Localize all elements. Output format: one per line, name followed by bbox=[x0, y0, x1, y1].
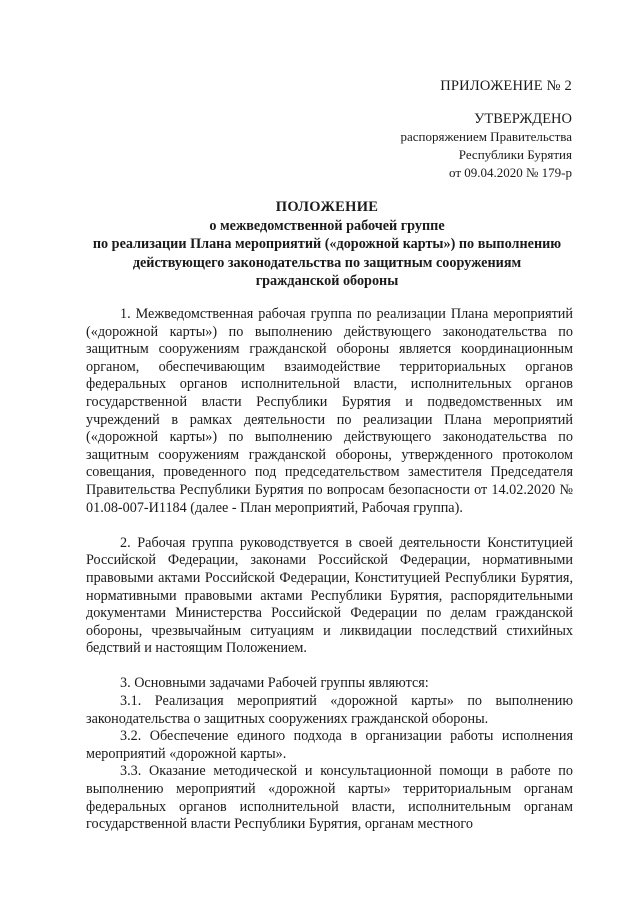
paragraph-3: 3. Основными задачами Рабочей группы являются: bbox=[120, 675, 429, 692]
document-title bbox=[80, 198, 574, 291]
title-line-4: гражданской обороны bbox=[255, 273, 399, 289]
title-line-2: по реализации Плана мероприятий («дорожной карты») по выполнению bbox=[92, 236, 562, 252]
paragraph-spacer bbox=[86, 517, 573, 535]
paragraph-1: 1. Межведомственная рабочая группа по реализации Плана мероприятий («дорожной карты») по выполнению действующего законодательства по защитным сооружениям гражданской обороны является координационным органом, обеспечивающим взаимодействие территориальных органов федеральных органов исполнительной власти, исполнительных органов государственной власти Республики Бурятия и подведомственных им учреждений в рамках деятельности по реализации Плана мероприятий («дорожной карты») по выполнению действующего законодательства по защитным сооружениям гражданской обороны, утвержденного протоколом совещания, проведенного под председательством заместителя Председателя Правительства Республики Бурятия по вопросам безопасности от 14.02.2020 № 01.08-007-И1184 (далее - План мероприятий, Рабочая группа). bbox=[86, 306, 573, 516]
paragraph-3-2: 3.2. Обеспечение единого подхода в организации работы исполнения мероприятий «дорожной карты». bbox=[86, 728, 573, 762]
title-line-3: действующего законодательства по защитным сооружениям bbox=[132, 254, 522, 271]
paragraph-spacer bbox=[86, 658, 573, 676]
approved-by-line-2: Республики Бурятия bbox=[458, 147, 572, 162]
approved-date: от 09.04.2020 № 179-р bbox=[449, 165, 572, 180]
approved-title: УТВЕРЖДЕНО bbox=[474, 111, 572, 127]
approved-by-line-1: распоряжением Правительства bbox=[400, 129, 572, 144]
title-main: ПОЛОЖЕНИЕ bbox=[275, 199, 379, 215]
appendix-label: ПРИЛОЖЕНИЕ № 2 bbox=[440, 78, 572, 94]
paragraph-3-3: 3.3. Оказание методической и консультационной помощи в работе по выполнению мероприятий «дорожной карты» территориальным органам федеральных органов исполнительной власти, исполнительным органам государственной власти Республики Бурятия, органам местного bbox=[86, 763, 573, 833]
title-line-1: о межведомственной рабочей группе bbox=[209, 217, 445, 234]
document-body bbox=[86, 306, 573, 834]
approval-block bbox=[400, 110, 572, 182]
paragraph-2: 2. Рабочая группа руководствуется в своей деятельности Конституцией Российской Федерации, законами Российской Федерации, нормативными правовыми актами Российской Федерации, Конституцией Республики Бурятия, нормативными правовыми актами Республики Бурятия, распорядительными документами Министерства Российской Федерации по делам гражданской обороны, чрезвычайным ситуациям и ликвидации последствий стихийных бедствий и настоящим Положением. bbox=[86, 534, 573, 657]
paragraph-3-1: 3.1. Реализация мероприятий «дорожной карты» по выполнению законодательства о защитных сооружениях гражданской обороны. bbox=[86, 693, 573, 727]
